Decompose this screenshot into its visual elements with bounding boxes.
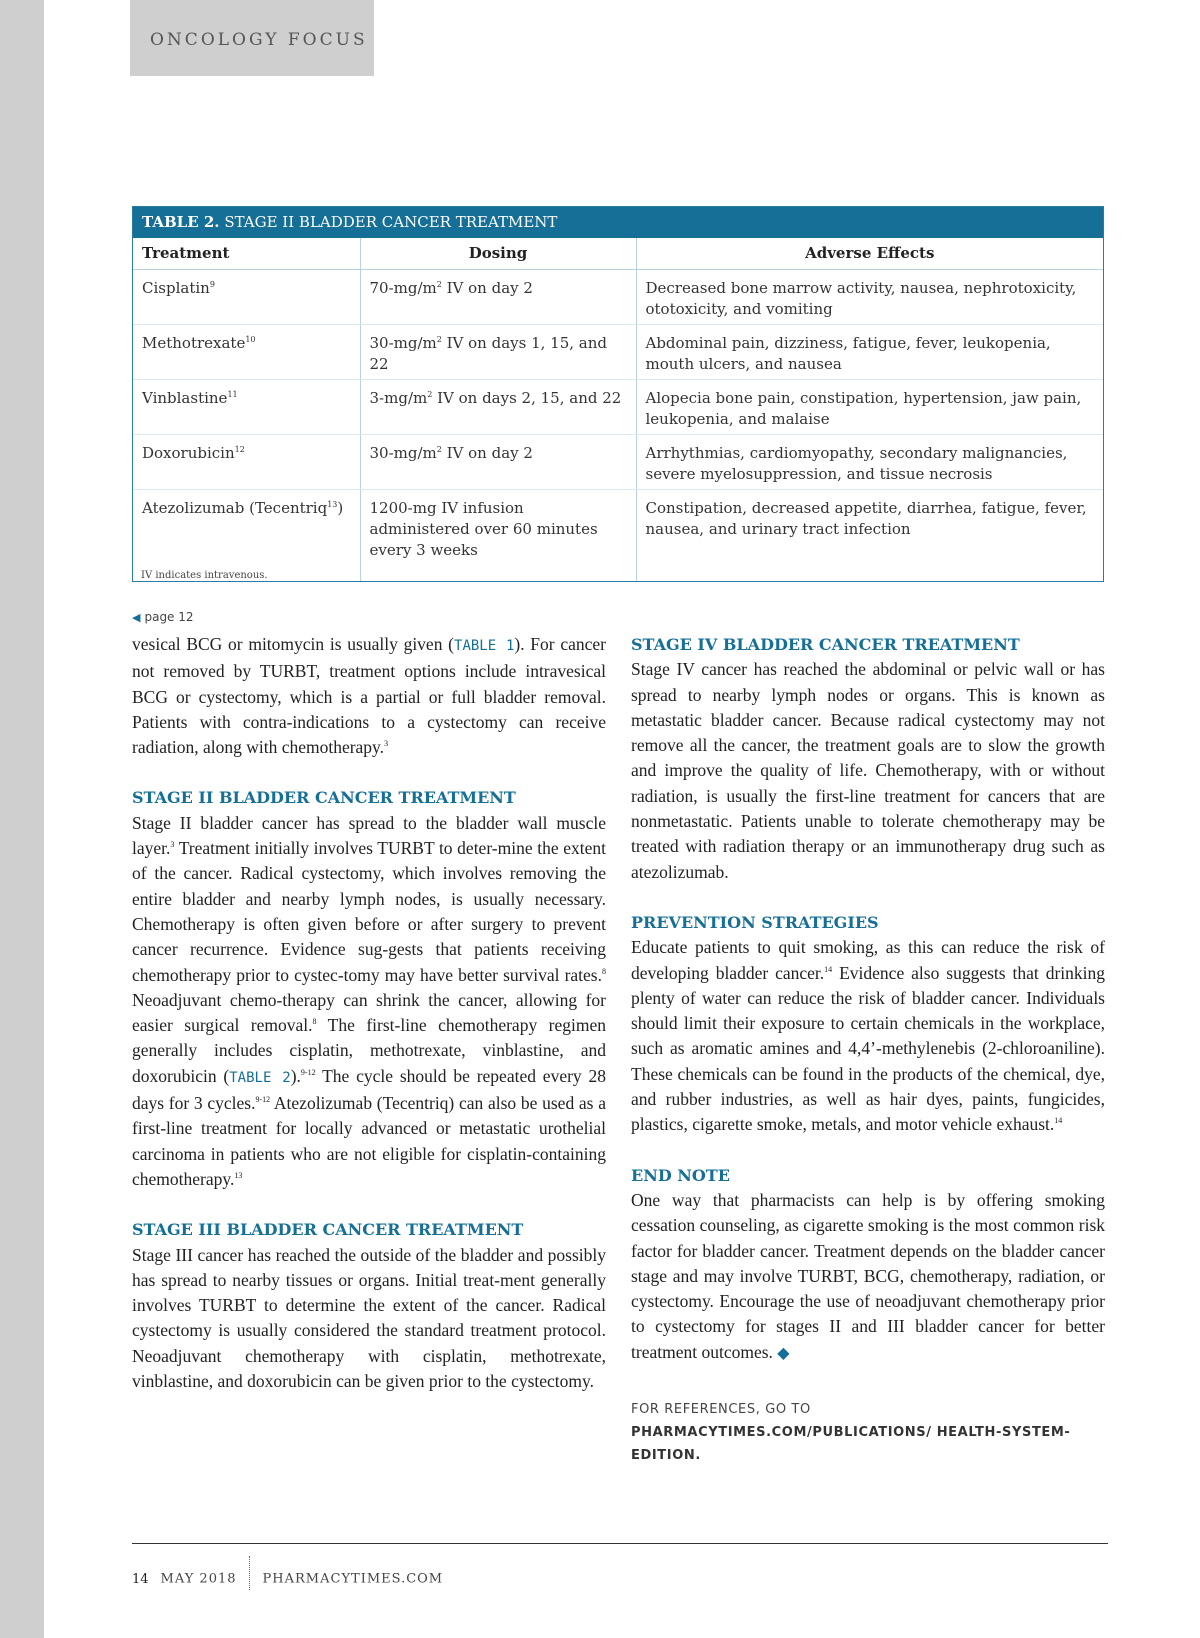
continued-from-label: page 12 [144, 610, 194, 624]
dose-text: 30-mg/m [369, 444, 437, 462]
article-column-left [132, 632, 606, 1394]
paragraph [631, 935, 1105, 1137]
table-2-reference[interactable]: TABLE 2 [229, 1069, 291, 1086]
text-run: Stage II bladder cancer has spread to the bladder wall muscle layer. [132, 812, 606, 859]
table-caption-number: TABLE 2. [142, 213, 220, 231]
dose-cell [360, 270, 636, 325]
dose-text-rest: IV on day 2 [441, 279, 533, 297]
drug-cell [133, 380, 360, 435]
effects-cell: Decreased bone marrow activity, nausea, nephrotoxicity, ototoxicity, and vomiting [636, 270, 1103, 325]
citation: 3 [170, 840, 175, 850]
continued-from-link[interactable] [132, 610, 194, 624]
header-treatment: Treatment [142, 244, 230, 262]
article-column-right [631, 632, 1105, 1467]
citation: 13 [234, 1171, 243, 1181]
heading-stage-iv: STAGE IV BLADDER CANCER TREATMENT [631, 635, 1020, 654]
text-run: Neoadjuvant chemo-therapy can shrink the cancer, allowing for easier surgical removal. [132, 989, 606, 1036]
citation: 14 [1054, 1116, 1063, 1126]
table-row [133, 490, 1103, 582]
dose-text: 3-mg/m [369, 389, 428, 407]
effects-cell: Constipation, decreased appetite, diarrhea, fatigue, fever, nausea, and urinary tract infection [636, 490, 1103, 582]
paragraph [132, 811, 606, 1192]
text-run: ). [290, 1065, 301, 1086]
footer-divider [132, 1543, 1108, 1544]
drug-ref: 12 [234, 445, 245, 454]
drug-name: Methotrexate [142, 334, 246, 352]
heading-end-note: END NOTE [631, 1165, 730, 1185]
citation: 3 [384, 739, 389, 749]
text-run: Atezolizumab (Tecentriq) can also be used as a first-line treatment for locally advanced or metastatic urothelial carcinoma in patients who are not eligible for cisplatin-containing chemotherapy. [132, 1093, 606, 1189]
drug-ref: 9 [209, 280, 215, 289]
dose-cell [360, 435, 636, 490]
table-row [133, 435, 1103, 490]
heading-prevention: PREVENTION STRATEGIES [631, 912, 879, 932]
table-row [133, 270, 1103, 325]
dose-unit-sup: 2 [436, 280, 442, 289]
drug-name: Doxorubicin [142, 444, 235, 462]
drug-name-rest: ) [337, 499, 344, 517]
drug-ref: 11 [227, 390, 238, 399]
table-caption-title: STAGE II BLADDER CANCER TREATMENT [224, 213, 558, 231]
table-1-reference[interactable]: TABLE 1 [454, 638, 515, 654]
page-number: 14 [132, 1571, 149, 1587]
drug-ref: 13 [327, 500, 338, 509]
paragraph: Stage III cancer has reached the outside of the bladder and possibly has spread to nearby tissues or organs. Initial treat-ment generally involves TURBT to determine the extent of the cancer. Radical cystectomy is usually considered the standard treatment protocol. Neoadjuvant chemotherapy with cisplatin, methotrexate, vinblastine, and doxorubicin can be given prior to the cystectomy. [132, 1244, 606, 1392]
dose-cell: 1200-mg IV infusion administered over 60 minutes every 3 weeks [360, 490, 636, 582]
paragraph [631, 1188, 1105, 1366]
end-diamond-icon: ◆ [777, 1344, 790, 1362]
issue-date: MAY 2018 [160, 1571, 237, 1587]
references-lead: FOR REFERENCES, GO TO [631, 1402, 811, 1418]
drug-name: Vinblastine [142, 389, 228, 407]
text-run: Evidence also suggests that drinking plenty of water can reduce the risk of bladder cancer. Individuals should limit their exposure to certain chemicals in the workplace, such as aromatic amines and 4,4’-methylenebis (2-chloroaniline). These chemicals can be found in the products of the chemical, dye, and rubber industries, as well as hair dyes, paints, fungicides, plastics, cigarette smoke, metals, and motor vehicle exhaust. [631, 962, 1105, 1135]
page-footer [132, 1562, 443, 1596]
text-run: Educate patients to quit smoking, as this can reduce the risk of developing bladder cancer. [631, 937, 1105, 983]
drug-cell [133, 325, 360, 380]
citation: 9-12 [300, 1067, 316, 1077]
drug-cell [133, 435, 360, 490]
table-grid [133, 238, 1103, 581]
effects-cell: Abdominal pain, dizziness, fatigue, fever, leukopenia, mouth ulcers, and nausea [636, 325, 1103, 380]
heading-stage-iii: STAGE III BLADDER CANCER TREATMENT [132, 1220, 524, 1240]
dose-text-rest: IV on days 1, 15, and 22 [369, 334, 608, 373]
citation: 14 [824, 964, 833, 974]
heading-stage-ii: STAGE II BLADDER CANCER TREATMENT [132, 788, 516, 808]
effects-cell: Arrhythmias, cardiomyopathy, secondary malignancies, severe myelosuppression, and tissue necrosis [636, 435, 1103, 490]
citation: 8 [312, 1017, 317, 1027]
references-note [631, 1398, 1105, 1467]
text-run: vesical BCG or mitomycin is usually given ( [132, 634, 455, 654]
effects-cell: Alopecia bone pain, constipation, hypertension, jaw pain, leukopenia, and malaise [636, 380, 1103, 435]
table-caption [133, 207, 1103, 238]
drug-cell [133, 270, 360, 325]
dose-text: 70-mg/m [369, 279, 437, 297]
header-adverse-effects: Adverse Effects [636, 238, 1103, 270]
dose-cell [360, 325, 636, 380]
dose-text: 30-mg/m [369, 334, 437, 352]
text-run: One way that pharmacists can help is by offering smoking cessation counseling, as cigarette smoking is the most common risk factor for bladder cancer. Treatment depends on the bladder cancer stage and may involve TURBT, BCG, chemotherapy, radiation, or cystectomy. Encourage the use of neoadjuvant chemotherapy prior to cystectomy for stages II and III bladder cancer for better treatment outcomes. [631, 1189, 1105, 1362]
dose-text-rest: IV on day 2 [441, 444, 533, 462]
dose-unit-sup: 2 [436, 445, 442, 454]
paragraph [132, 632, 606, 760]
footer-separator [249, 1556, 251, 1590]
citation: 8 [602, 966, 606, 976]
dose-unit-sup: 2 [436, 335, 442, 344]
drug-ref: 10 [245, 335, 256, 344]
left-triangle-icon: ◀ [132, 611, 141, 624]
paragraph: Stage IV cancer has reached the abdominal or pelvic wall or has spread to nearby lymph nodes or organs. This is known as metastatic bladder cancer. Because radical cystectomy may not remove all the cancer, the treatment goals are to slow the growth and improve the quality of life. Chemotherapy, with or without radiation, is usually the first-line treatment for cancers that are nonmetastatic. Patients unable to tolerate chemotherapy may be treated with radiation therapy or an immunotherapy drug such as atezolizumab. [631, 659, 1105, 882]
drug-cell [133, 490, 360, 582]
drug-name: Atezolizumab (Tecentriq [142, 499, 328, 517]
header-dosing: Dosing [360, 238, 636, 270]
table-row [133, 325, 1103, 380]
section-tab [130, 0, 374, 76]
references-link[interactable]: PHARMACYTIMES.COM/PUBLICATIONS/ HEALTH-SYSTEM-EDITION. [631, 1425, 1071, 1464]
text-run: ). For cancer not removed by TURBT, treatment options include intravesical BCG or cystectomy, which is a partial or full bladder removal. Patients with contra-indications to a cystectomy can receive radiation, along with chemotherapy. [132, 634, 606, 758]
treatment-table [132, 206, 1104, 582]
drug-name: Cisplatin [142, 279, 210, 297]
dose-unit-sup: 2 [427, 390, 433, 399]
table-header-row [133, 238, 1103, 270]
table-row [133, 380, 1103, 435]
left-margin-bar [0, 0, 44, 1638]
dose-text-rest: IV on days 2, 15, and 22 [432, 389, 622, 407]
text-run: The cycle should be repeated every 28 days for 3 cycles. [132, 1065, 606, 1114]
table-footnote: IV indicates intravenous. [141, 570, 268, 581]
dose-cell [360, 380, 636, 435]
text-run: Treatment initially involves TURBT to deter-mine the extent of the cancer. Radical cystectomy, which involves removing the entire bladder and nearby lymph nodes, is usually necessary. Chemotherapy is often given before or after surgery to prevent cancer recurrence. Evidence sug-gests that patients receiving chemotherapy prior to cystec-tomy may have better survival rates. [132, 838, 606, 985]
citation: 9-12 [255, 1095, 271, 1105]
publication-site: PHARMACYTIMES.COM [262, 1571, 444, 1587]
text-run: The first-line chemotherapy regimen generally includes cisplatin, methotrexate, vinblastine, and doxorubicin ( [132, 1015, 606, 1086]
section-label: ONCOLOGY FOCUS [150, 30, 368, 50]
